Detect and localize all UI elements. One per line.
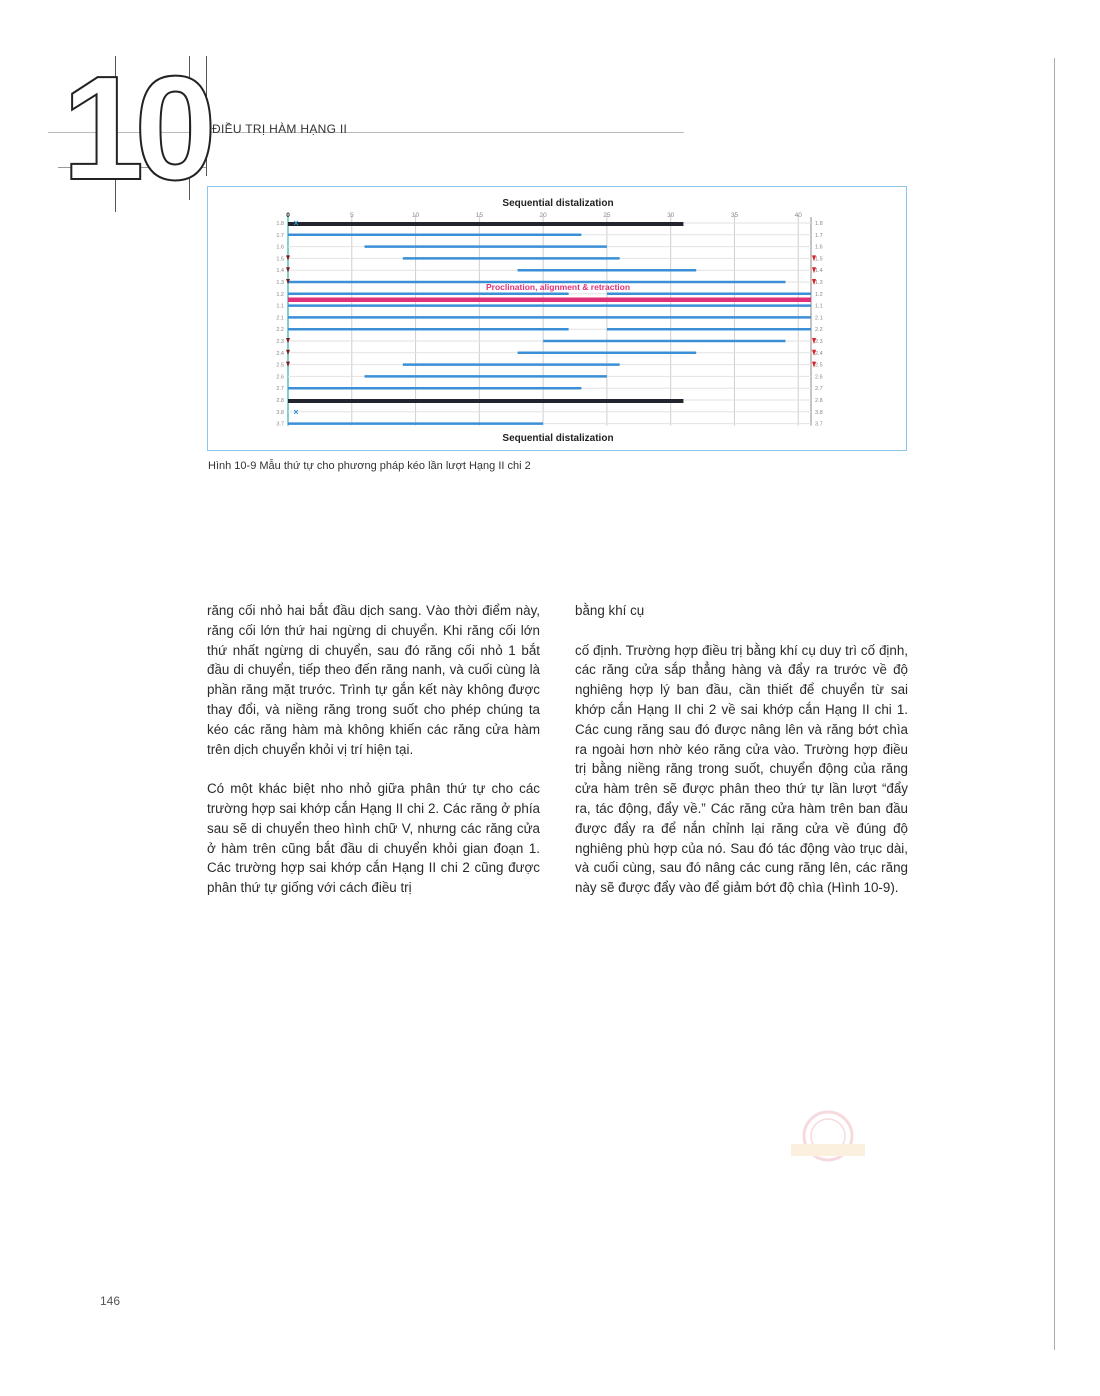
x-tick-label: 25: [603, 212, 611, 219]
row-label-right: 2.2: [815, 327, 823, 334]
row-label-left: 1.6: [276, 244, 284, 251]
sequential-distalization-chart: [208, 187, 908, 452]
row-label-right: 2.6: [815, 374, 823, 381]
row-label-right: 1.7: [815, 232, 823, 239]
x-tick-label: 15: [475, 212, 483, 219]
row-label-left: 1.1: [276, 303, 284, 310]
chart-title: Sequential distalization: [502, 198, 614, 209]
row-label-right: 1.1: [815, 303, 823, 310]
row-label-left: 1.8: [276, 221, 284, 227]
row-label-right: 2.8: [815, 398, 823, 404]
x-marker-icon: ×: [293, 406, 299, 417]
x-tick-label: 40: [794, 212, 802, 219]
figure-10-9: [207, 186, 907, 451]
row-label-right: 3.7: [815, 421, 823, 428]
row-label-left: 1.2: [276, 291, 284, 298]
row-label-right: 1.5: [815, 256, 823, 263]
x-marker-icon: ×: [293, 218, 299, 228]
row-label-left: 1.5: [276, 256, 284, 263]
paragraph: bằng khí cụ: [575, 603, 645, 618]
row-label-left: 3.8: [276, 409, 284, 416]
x-tick-label: 20: [539, 212, 547, 219]
chapter-title: ĐIỀU TRỊ HÀM HẠNG II: [212, 122, 348, 136]
x-tick-label: 0: [286, 212, 290, 219]
paragraph: Có một khác biệt nho nhỏ giữa phân thứ tự cho các trường hợp sai khớp cắn Hạng II chi 2. Các răng ở phía sau sẽ di chuyển theo hình chữ V, nhưng các răng cửa ở hàm trên cũng bắt đầu di chuyển khỏi gian đoạn 1. Các trường hợp sai khớp cắn Hạng II chi 2 cũng được phân thứ tự giống với cách điều trị: [207, 781, 540, 896]
row-label-right: 1.2: [815, 291, 823, 298]
paragraph: răng cối nhỏ hai bắt đầu dịch sang. Vào thời điểm này, răng cối lớn thứ hai ngừng di chuyển. Khi răng cối lớn thứ nhất ngừng di chuyển, sau đó răng cối nhỏ 1 bắt đầu di chuyển, tiếp theo đến răng nanh, và cuối cùng là phần răng mặt trước. Trình tự gắn kết này không được thay đổi, và niềng răng trong suốt cho phép chúng ta kéo các răng hàm mà không khiến các răng cửa hàm trên dịch chuyển khỏi vị trí hiện tại.: [207, 603, 540, 757]
watermark-stamp-icon: [787, 1108, 869, 1168]
x-tick-label: 10: [411, 212, 420, 219]
row-label-left: 2.8: [276, 398, 284, 404]
row-label-right: 2.5: [815, 362, 823, 369]
page-margin-rule: [1054, 58, 1055, 1350]
chart-bottom-title: Sequential distalization: [502, 433, 614, 444]
row-label-left: 1.4: [276, 268, 284, 275]
row-label-right: 1.4: [815, 268, 823, 275]
text-column-right: [575, 601, 908, 918]
arrow-down-icon: [286, 255, 290, 260]
row-label-left: 2.2: [276, 327, 284, 334]
row-label-right: 3.8: [815, 409, 823, 416]
row-label-right: 2.1: [815, 315, 823, 322]
x-tick-label: 5: [349, 212, 354, 219]
row-label-right: 1.6: [815, 244, 823, 251]
page-number: 146: [100, 1294, 121, 1308]
text-column-left: [207, 601, 540, 918]
row-label-right: 1.3: [815, 280, 823, 286]
row-label-left: 1.7: [276, 232, 284, 239]
row-label-left: 2.6: [276, 374, 284, 381]
arrow-down-icon: [286, 350, 290, 355]
annotation-label: Proclination, alignment & retraction: [485, 282, 631, 292]
paragraph: cố định. Trường hợp điều trị bằng khí cụ duy trì cố định, các răng cửa sắp thẳng hàng và đẩy ra trước về độ nghiêng hợp lý ban đầu, cần thiết để chuyển từ sai khớp cắn Hạng II chi 2 về sai khớp cắn Hạng II chi 1. Các cung răng sau đó được nâng lên và răng bớt chìa ra ngoài hơn nhờ kéo răng cửa vào. Trường hợp điều trị bằng niềng răng trong suốt, chuyển động của răng cửa hàm trên sẽ được phân theo thứ tự lần lượt “đẩy ra, tác động, đẩy về.” Các răng cửa hàm trên ban đầu được đẩy ra để nắn chỉnh lại răng cửa về đúng độ nghiêng phù hợp của nó. Sau đó tác động vào trục dài, và cuối cùng, sau đó nâng các cung răng lên, các răng này sẽ được đẩy vào để giảm bớt độ chìa (Hình 10-9).: [575, 642, 908, 896]
x-tick-label: 35: [730, 212, 739, 219]
x-tick-label: 30: [667, 212, 675, 219]
row-label-left: 2.7: [276, 386, 284, 393]
row-label-left: 1.3: [276, 280, 284, 286]
chapter-number: 10: [62, 46, 207, 211]
row-label-right: 2.4: [815, 350, 823, 357]
row-label-left: 2.5: [276, 362, 284, 369]
row-label-left: 3.7: [276, 421, 284, 428]
row-label-right: 2.3: [815, 339, 823, 345]
row-label-left: 2.3: [276, 339, 284, 345]
row-label-left: 2.4: [276, 350, 284, 357]
row-label-left: 2.1: [276, 315, 284, 322]
row-label-right: 2.7: [815, 386, 823, 393]
row-label-right: 1.8: [815, 221, 823, 227]
figure-caption: Hình 10-9 Mẫu thứ tự cho phương pháp kéo lần lượt Hạng II chi 2: [208, 460, 531, 472]
